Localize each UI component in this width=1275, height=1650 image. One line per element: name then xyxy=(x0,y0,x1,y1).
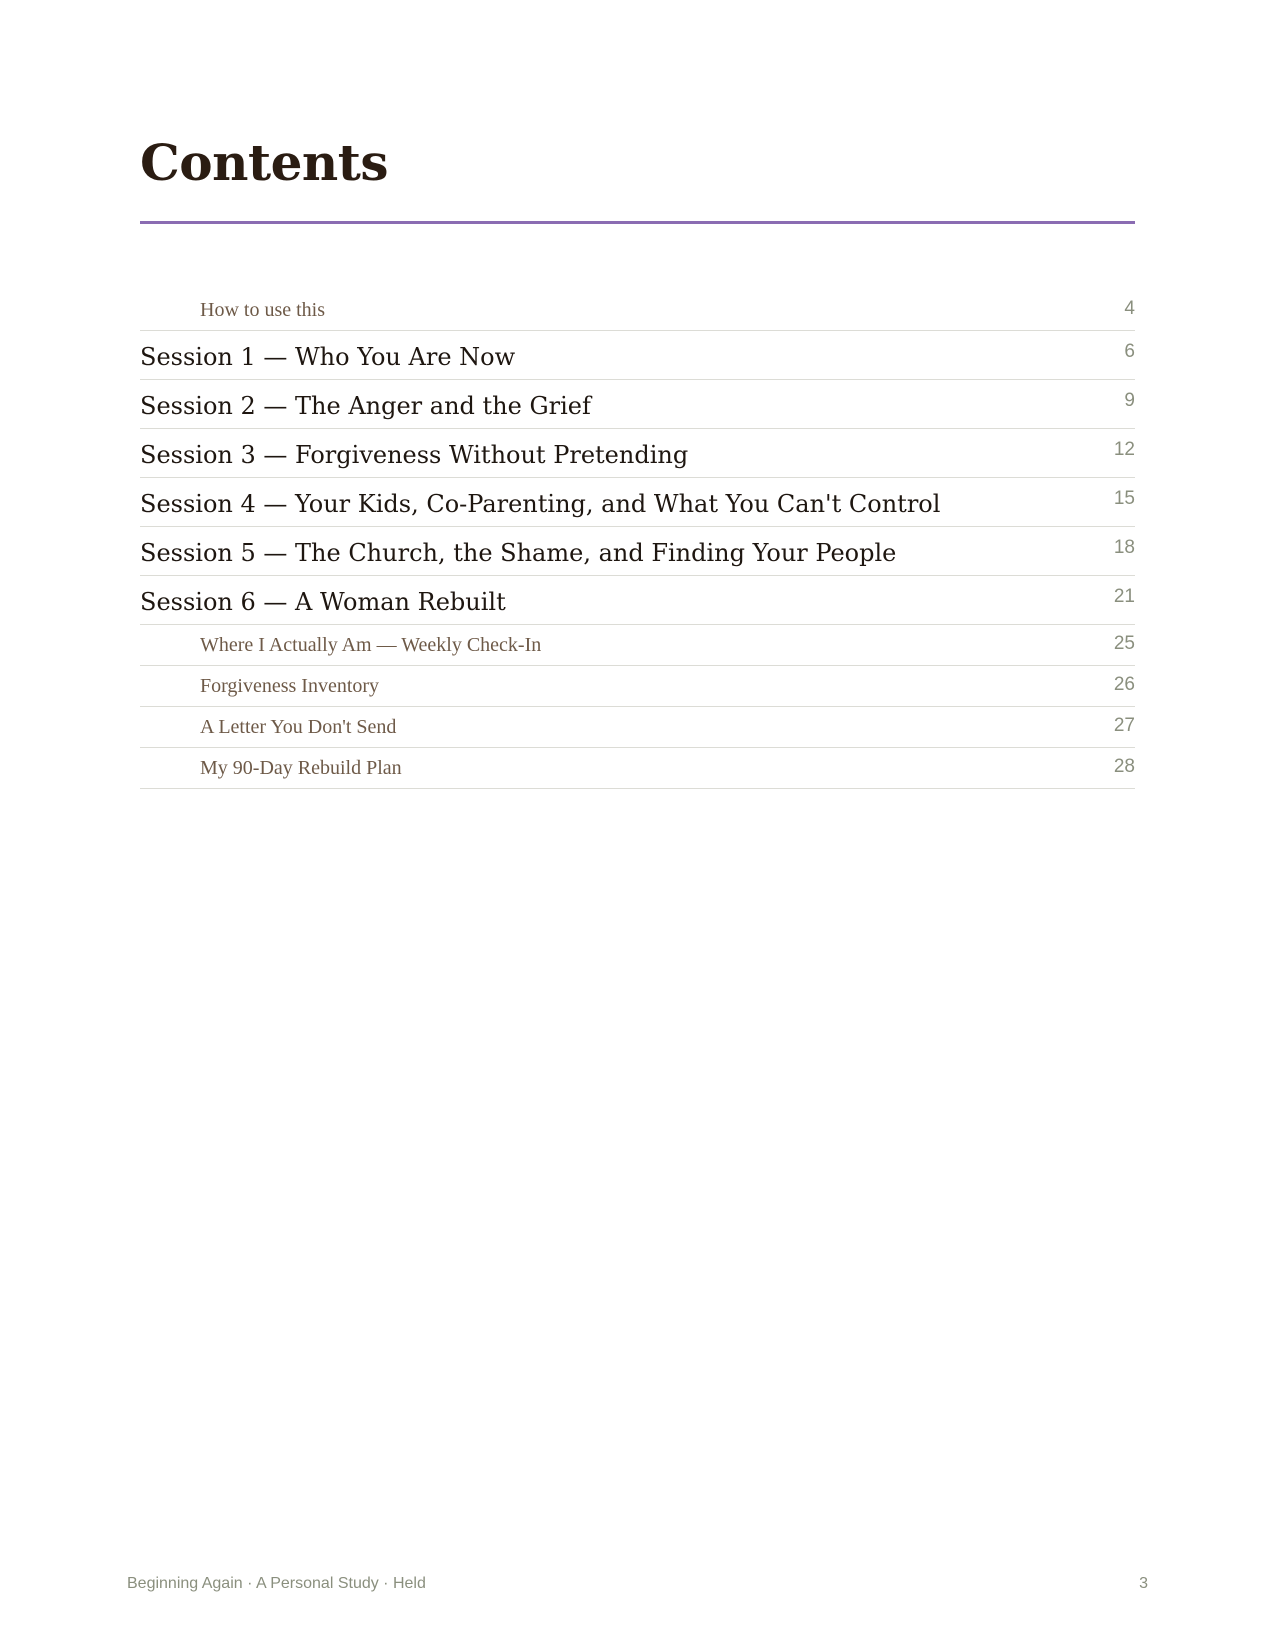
toc-entry-label: Session 2 — The Anger and the Grief xyxy=(140,392,591,420)
toc-entry-forgiveness-inventory[interactable] xyxy=(140,666,1135,707)
toc-entry-page: 15 xyxy=(1113,488,1135,509)
toc-entry-how-to-use[interactable] xyxy=(140,290,1135,331)
toc-entry-session-5[interactable] xyxy=(140,527,1135,576)
toc-entry-session-3[interactable] xyxy=(140,429,1135,478)
toc-entry-label: Where I Actually Am — Weekly Check-In xyxy=(200,634,542,656)
toc-entry-session-4[interactable] xyxy=(140,478,1135,527)
toc-entry-label: Forgiveness Inventory xyxy=(200,675,380,697)
toc-entry-page: 18 xyxy=(1113,537,1135,558)
toc-entry-session-1[interactable] xyxy=(140,331,1135,380)
toc-entry-page: 6 xyxy=(1124,341,1135,362)
toc-entry-page: 28 xyxy=(1113,756,1135,777)
toc-entry-page: 9 xyxy=(1124,390,1135,411)
toc-entry-label: Session 6 — A Woman Rebuilt xyxy=(140,588,506,616)
toc-entry-page: 12 xyxy=(1113,439,1135,460)
toc-entry-session-6[interactable] xyxy=(140,576,1135,625)
toc-entry-page: 26 xyxy=(1113,674,1135,695)
toc-entry-page: 27 xyxy=(1113,715,1135,736)
toc-entry-label: How to use this xyxy=(200,299,325,321)
toc-entry-page: 21 xyxy=(1113,586,1135,607)
page-title: Contents xyxy=(140,133,389,192)
toc-entry-session-2[interactable] xyxy=(140,380,1135,429)
toc-entry-page: 4 xyxy=(1124,298,1135,319)
toc-entry-label: Session 3 — Forgiveness Without Pretending xyxy=(140,441,689,469)
footer-running-title: Beginning Again · A Personal Study · Held xyxy=(127,1575,426,1592)
toc-entry-rebuild-plan[interactable] xyxy=(140,748,1135,789)
toc-entry-label: Session 4 — Your Kids, Co-Parenting, and What You Can't Control xyxy=(140,490,941,518)
title-divider xyxy=(140,221,1135,224)
toc-entry-page: 25 xyxy=(1113,633,1135,654)
toc-entry-weekly-check-in[interactable] xyxy=(140,625,1135,666)
footer-page-number: 3 xyxy=(1139,1575,1148,1592)
toc-entry-label: A Letter You Don't Send xyxy=(200,716,397,738)
toc-entry-letter[interactable] xyxy=(140,707,1135,748)
table-of-contents xyxy=(140,290,1135,789)
toc-entry-label: Session 5 — The Church, the Shame, and Finding Your People xyxy=(140,539,897,567)
toc-entry-label: My 90-Day Rebuild Plan xyxy=(200,757,402,779)
toc-entry-label: Session 1 — Who You Are Now xyxy=(140,343,516,371)
